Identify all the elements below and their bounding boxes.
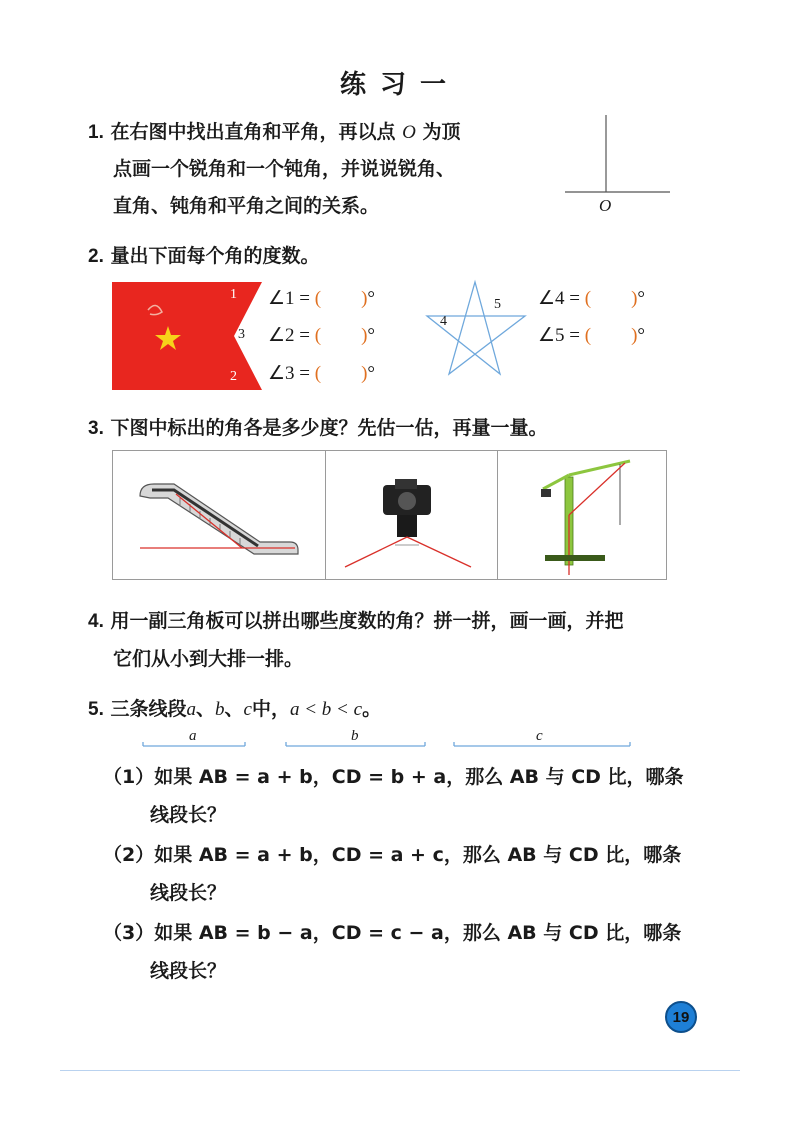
question-2-number: 2. <box>88 246 104 267</box>
sub-question-3-line-1: （3）如果 AB = b − a，CD = c − a，那么 AB 与 CD 比，哪条 <box>103 922 682 944</box>
star-angle-label-4: 4 <box>440 314 447 329</box>
segment-label-b: b <box>351 728 359 744</box>
sub-question-3-label: （3） <box>103 922 155 944</box>
sub-question-2-line-2: 线段长？ <box>150 882 227 904</box>
question-4-text: 用一副三角板可以拼出哪些度数的角？拼一拼，画一画，并把 <box>110 610 624 632</box>
flag-angle-label-1: 1 <box>230 287 237 302</box>
flag-figure <box>110 280 270 392</box>
question-1-text-b: 为顶 <box>422 121 461 143</box>
answer-angle-3: ∠3 = ( )° <box>268 363 376 384</box>
sub-question-3-line-2: 线段长？ <box>150 960 227 982</box>
question-4-line-1 <box>88 609 624 634</box>
answer-angle-4: ∠4 = ( )° <box>538 288 646 309</box>
question-4-number: 4. <box>88 611 104 632</box>
question-2-line <box>88 244 320 269</box>
question-2-text: 量出下面每个角的度数。 <box>110 245 320 267</box>
inequality: a < b < c <box>289 699 363 720</box>
flag-angle-label-3: 3 <box>238 327 245 342</box>
segment-label-c: c <box>536 728 543 744</box>
sub-question-1-label: （1） <box>103 766 155 788</box>
sub-question-1-line-1: （1）如果 AB = a + b，CD = b + a，那么 AB 与 CD 比，哪条 <box>103 766 684 788</box>
question-1-number: 1. <box>88 122 104 143</box>
sub-question-2-line-1: （2）如果 AB = a + b，CD = a + c，那么 AB 与 CD 比，哪条 <box>103 844 682 866</box>
divider <box>497 450 498 580</box>
point-o: O <box>402 122 416 143</box>
question-3-number: 3. <box>88 418 104 439</box>
flag-angle-label-2: 2 <box>230 369 237 384</box>
question-1-text-a: 在右图中找出直角和平角，再以点 <box>110 121 396 143</box>
sub-question-1-line-2: 线段长？ <box>150 804 227 826</box>
tower-crane-icon <box>535 455 635 577</box>
question-1-line-1 <box>88 120 461 145</box>
answer-angle-5: ∠5 = ( )° <box>538 325 646 346</box>
camera-tripod-icon <box>335 475 485 575</box>
answer-angle-1: ∠1 = ( )° <box>268 288 376 309</box>
question-3-text: 下图中标出的角各是多少度？先估一估，再量一量。 <box>110 417 548 439</box>
segment-label-a: a <box>189 728 197 744</box>
divider <box>325 450 326 580</box>
question-3-line <box>88 416 548 441</box>
star-angle-label-5: 5 <box>494 297 501 312</box>
sub-question-2-label: （2） <box>103 844 155 866</box>
question-1-line-3: 直角、钝角和平角之间的关系。 <box>113 195 380 217</box>
angle-figure <box>560 110 680 215</box>
question-1-line-2: 点画一个锐角和一个钝角，并说说锐角、 <box>113 158 456 180</box>
question-4-line-2: 它们从小到大排一排。 <box>113 648 304 670</box>
page-number-badge: 19 <box>665 1001 697 1033</box>
escalator-icon <box>130 468 300 558</box>
segments-figure <box>140 728 640 752</box>
question-5-line: 5. 三条线段a、b、c中，a < b < c。 <box>88 698 382 720</box>
footer-divider <box>60 1070 740 1071</box>
figure-label-o: O <box>599 196 612 215</box>
page-title: 练习一 <box>339 70 460 100</box>
star-outline-figure <box>425 278 535 383</box>
answer-angle-2: ∠2 = ( )° <box>268 325 376 346</box>
question-5-number: 5. <box>88 699 104 720</box>
